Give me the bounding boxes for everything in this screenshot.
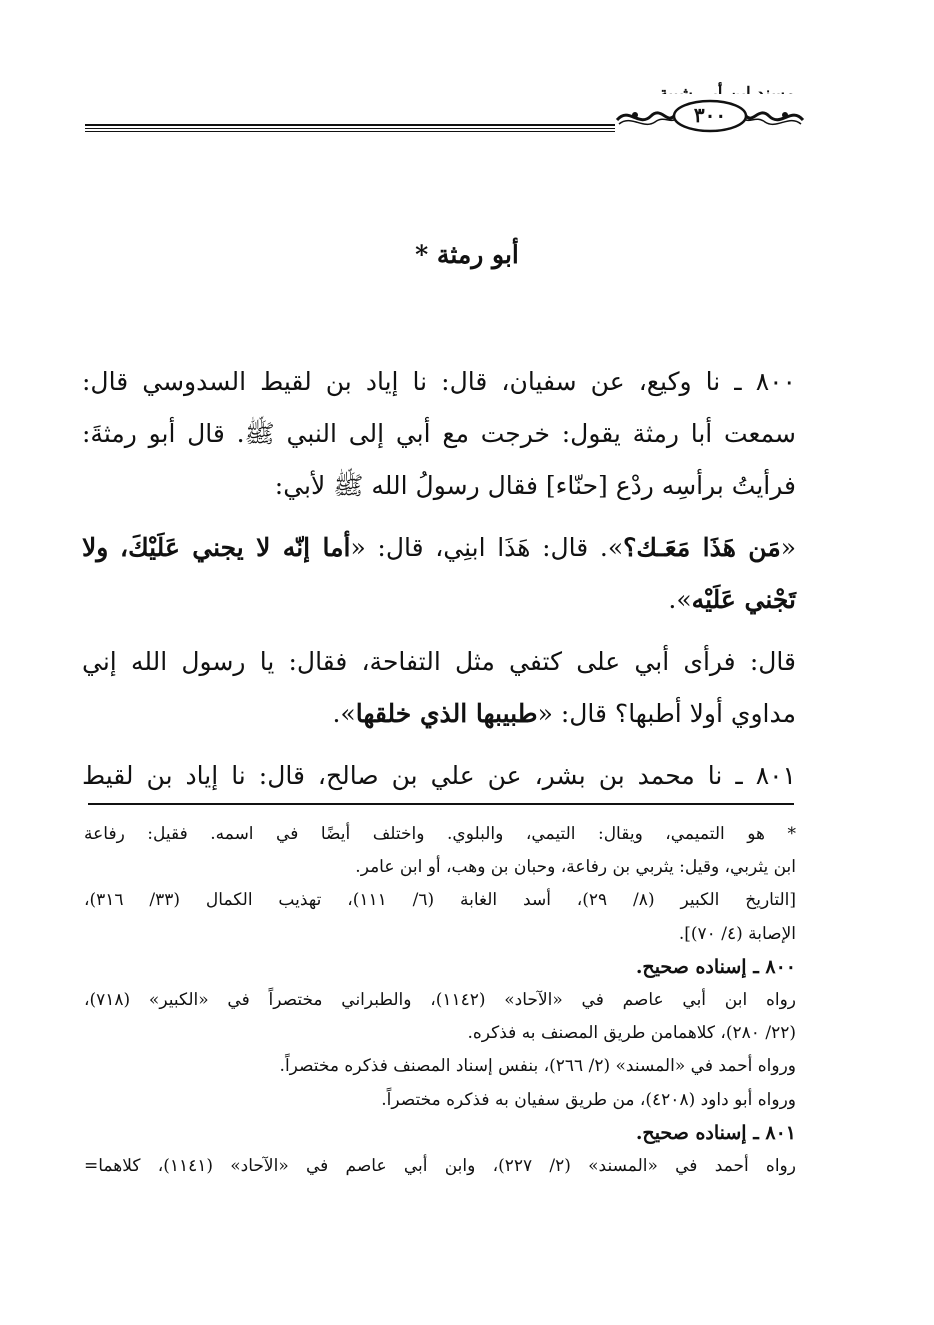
page-header	[85, 72, 795, 138]
footnote-801-line-1: رواه أحمد في «المسند» (٢/ ٢٢٧)، وابن أبي عاصم في «الآحاد» (١١٤١)، كلاهما=	[84, 1156, 796, 1177]
quote-close: ».	[668, 585, 692, 614]
footnote-800-line-1: رواه ابن أبي عاصم في «الآحاد» (١١٤٢)، والطبراني مختصراً في «الكبير» (٧١٨)،	[84, 990, 796, 1011]
prophet-statement-part-2: ولا تَجْني عَلَيْه	[82, 533, 796, 614]
footnote-star-line-1: * هو التميمي، ويقال: التيمي، والبلوي. واختلف أيضًا في اسمه. فقيل: رفاعة	[84, 824, 796, 844]
footnote-800-line-3: ورواه أحمد في «المسند» (٢/ ٢٦٦)، بنفس إسناد المصنف فذكره مختصراً.	[279, 1056, 796, 1077]
page-number: ٣٠٠	[693, 103, 727, 127]
footnotes	[84, 818, 796, 1183]
hadith-800-line-1: ٨٠٠ ـ نا وكيع، عن سفيان، قال: نا إياد بن لقيط السدوسي قال:	[82, 367, 796, 396]
footnote-800-line-4: ورواه أبو داود (٤٢٠٨)، من طريق سفيان به فذكره مختصراً.	[381, 1089, 796, 1110]
closing-line-2-bold: طبيبها الذي خلقها	[355, 699, 538, 728]
footnote-star-line-3: [التاريخ الكبير (٨/ ٢٩)، أسد الغابة (٦/ ١١١)، تهذيب الكمال (٣٣/ ٣١٦)،	[84, 890, 797, 911]
footnote-800-line-2: (٢٢/ ٢٨٠)، كلاهمامن طريق المصنف به فذكره.	[467, 1023, 796, 1044]
page-number-ornament	[615, 94, 805, 138]
footnote-800-heading: ٨٠٠ ـ إسناده صحيح.	[635, 955, 796, 978]
hadith-800-line-3: فرأيتُ برأسِه ردْع [حنّاء] فقال رسولُ الله ﷺ لأبي:	[274, 471, 796, 500]
closing-line-2-end: ».	[332, 699, 356, 728]
footnote-star-line-4: الإصابة (٤/ ٧٠)].	[678, 923, 796, 944]
chapter-title: أبو رمثة *	[415, 240, 519, 269]
footnote-star-line-2: ابن يثربي، وقيل: يثربي بن رفاعة، وحبان بن وهب، أو ابن عامر.	[355, 857, 796, 878]
prophet-statement-part-1: أما إنّه لا يجني عَلَيْكَ،	[120, 533, 351, 562]
main-text	[82, 356, 796, 802]
hadith-800-dialogue	[82, 522, 796, 626]
prophet-question: مَن هَذَا مَعَـك؟	[623, 533, 781, 562]
closing-line-1: قال: فرأى أبي على كتفي مثل التفاحة، فقال: يا رسول الله إني	[82, 647, 796, 676]
father-answer: ». قال: هَذَا ابنِي، قال: «	[350, 533, 624, 562]
closing-line-2-pre: مداوي أولا أطبها؟ قال: «	[537, 699, 796, 728]
hadith-800-closing	[82, 636, 796, 740]
quote-open: «	[780, 533, 797, 562]
footnote-separator	[88, 803, 794, 805]
hadith-800-line-2: سمعت أبا رمثة يقول: خرجت مع أبي إلى النبي ﷺ. قال أبو رمثةَ:	[82, 419, 796, 448]
hadith-801-line-1: ٨٠١ ـ نا محمد بن بشر، عن علي بن صالح، قال: نا إياد بن لقيط	[82, 761, 796, 790]
footnote-801-heading: ٨٠١ ـ إسناده صحيح.	[635, 1121, 796, 1144]
